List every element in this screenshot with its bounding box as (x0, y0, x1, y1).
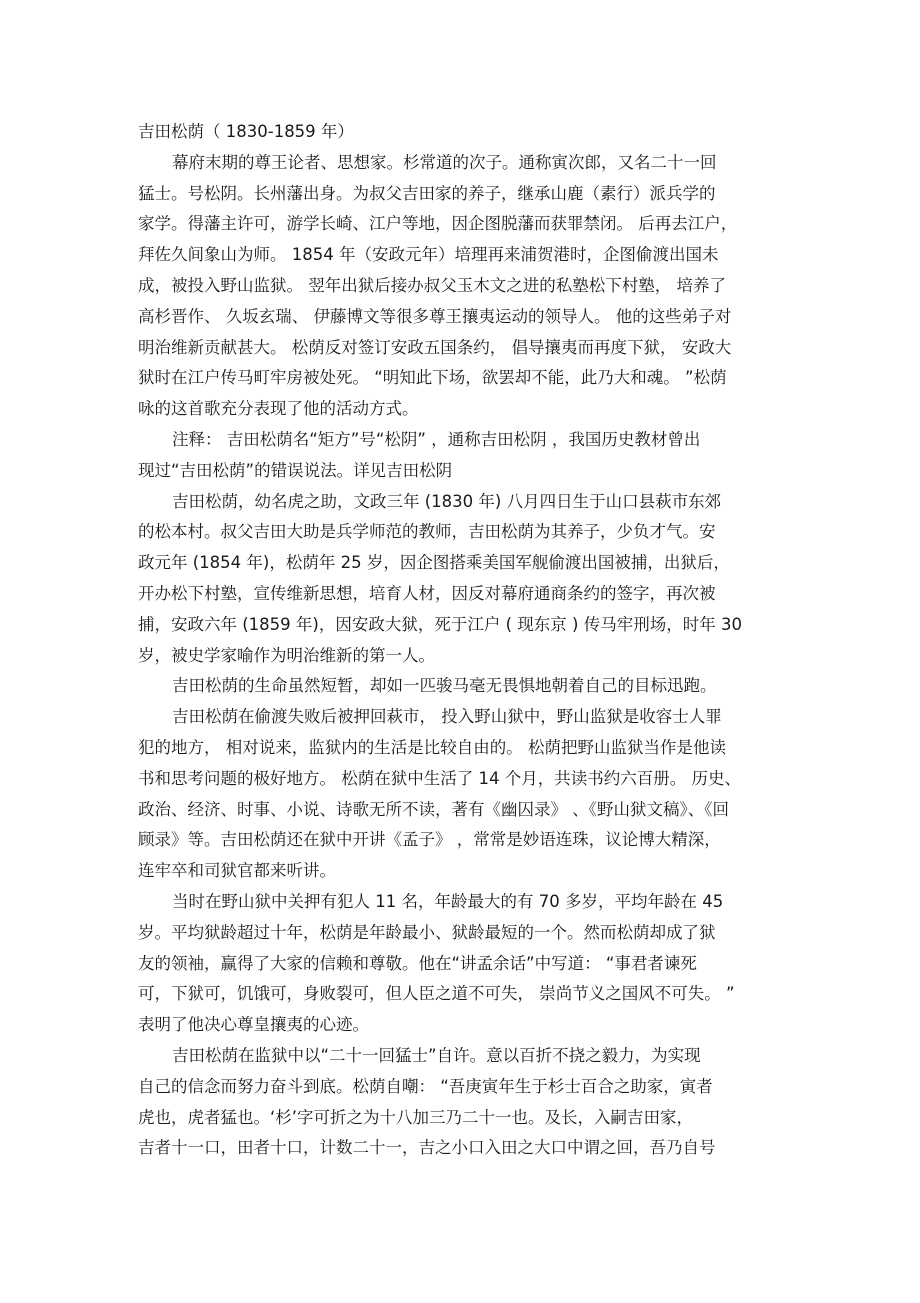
text-line: 幕府末期的尊王论者、思想家。杉常道的次子。通称寅次郎，又名二十一回 (172, 152, 717, 172)
text-line: 吉田松荫在偷渡失败后被押回萩市， 投入野山狱中，野山监狱是收容士人罪 (172, 707, 722, 727)
paragraph-note (138, 425, 788, 487)
paragraph-life (138, 671, 788, 702)
text-line: 咏的这首歌充分表现了他的活动方式。 (138, 399, 419, 419)
text-line: 吉田松荫在监狱中以“二十一回猛士”自许。意以百折不挠之毅力，为实现 (172, 1045, 701, 1065)
text-line: 吉田松荫的生命虽然短暂，却如一匹骏马毫无畏惧地朝着自己的目标迅跑。 (172, 676, 717, 696)
text-line: 现过“吉田松荫”的错误说法。详见吉田松阴 (138, 460, 453, 480)
text-line: 猛士。号松阴。长州藩出身。为叔父吉田家的养子，继承山鹿（素行）派兵学的 (138, 183, 716, 203)
paragraph-twenty-one (138, 1041, 788, 1164)
text-line: 虎也，虎者猛也。‘杉’字可折之为十八加三乃二十一也。及长，入嗣吉田家， (138, 1107, 693, 1127)
text-line: 家学。得藩主许可，游学长崎、江户等地，因企图脱藩而获罪禁闭。 后再去江户， (138, 214, 738, 234)
text-line: 政治、经济、时事、小说、诗歌无所不读，著有《幽囚录》 、《野山狱文稿》、《回 (138, 799, 729, 819)
text-line: 吉者十一口，田者十口，计数二十一，吉之小口入田之大口中谓之回，吾乃自号 (138, 1138, 716, 1158)
text-line: 岁。平均狱龄超过十年，松荫是年龄最小、狱龄最短的一个。然而松荫却成了狱 (138, 922, 716, 942)
text-line: 岁，被史学家喻作为明治维新的第一人。 (138, 645, 435, 665)
text-line: 书和思考问题的极好地方。 松荫在狱中生活了 14 个月，共读书约六百册。 历史、 (138, 768, 741, 788)
text-line: 狱时在江户传马町牢房被处死。 “明知此下场，欲罢却不能，此乃大和魂。 ”松荫 (138, 368, 727, 388)
paragraph-intro (138, 148, 788, 425)
text-line: 连牢卒和司狱官都来听讲。 (138, 861, 336, 881)
text-line: 开办松下村塾，宣传维新思想，培育人材，因反对幕府通商条约的签字，再次被 (138, 583, 716, 603)
text-line: 吉田松荫，幼名虎之助，文政三年 (1830 年) 八月四日生于山口县萩市东郊 (172, 491, 722, 511)
text-line: 的松本村。叔父吉田大助是兵学师范的教师，吉田松荫为其养子，少负才气。安 (138, 522, 716, 542)
text-line: 政元年 (1854 年)，松荫年 25 岁，因企图搭乘美国军舰偷渡出国被捕，出狱后， (138, 553, 730, 573)
document-title: 吉田松荫（ 1830-1859 年） (138, 122, 354, 141)
paragraph-biography (138, 487, 788, 672)
text-line: 注释： 吉田松荫名“矩方”号“松阴” ，通称吉田松阴 ，我国历史教材曾出 (172, 429, 701, 449)
text-line: 当时在野山狱中关押有犯人 11 名，年龄最大的有 70 多岁，平均年龄在 45 (172, 891, 724, 911)
text-line: 高杉晋作、 久坂玄瑞、 伊藤博文等很多尊王攘夷运动的领导人。 他的这些弟子对 (138, 306, 732, 326)
text-line: 顾录》等。吉田松荫还在狱中开讲《孟子》 ，常常是妙语连珠，议论博大精深， (138, 830, 721, 850)
paragraph-inmates (138, 887, 788, 1041)
paragraph-prison (138, 702, 788, 887)
document-body (138, 117, 788, 1164)
text-line: 捕，安政六年 (1859 年)，因安政大狱，死于江户 ( 现东京 ) 传马牢刑场，时年 30 (138, 614, 742, 634)
text-line: 表明了他决心尊皇攘夷的心迹。 (138, 1015, 369, 1035)
text-line: 拜佐久间象山为师。 1854 年（安政元年）培理再来浦贺港时，企图偷渡出国未 (138, 245, 719, 265)
text-line: 自己的信念而努力奋斗到底。松荫自嘲： “吾庚寅年生于杉士百合之助家，寅者 (138, 1076, 713, 1096)
text-line: 明治维新贡献甚大。 松荫反对签订安政五国条约， 倡导攘夷而再度下狱， 安政大 (138, 337, 732, 357)
text-line: 可，下狱可，饥饿可，身败裂可，但人臣之道不可失， 崇尚节义之国风不可失。 ” (138, 984, 735, 1004)
text-line: 犯的地方， 相对说来，监狱内的生活是比较自由的。 松荫把野山监狱当作是他读 (138, 737, 726, 757)
text-line: 友的领袖，赢得了大家的信赖和尊敬。他在“讲孟余话”中写道： “事君者谏死 (138, 953, 697, 973)
text-line: 成，被投入野山监狱。 翌年出狱后接办叔父玉木文之进的私塾松下村塾， 培养了 (138, 275, 726, 295)
